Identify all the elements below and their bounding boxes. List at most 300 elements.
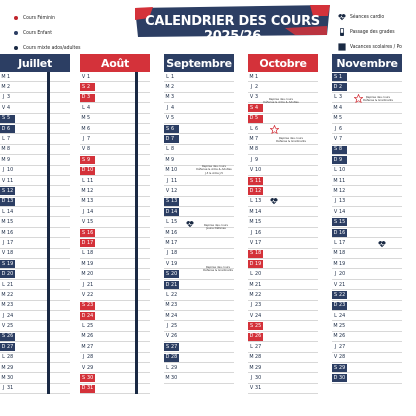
day-of-week: M <box>249 291 254 298</box>
day-row[interactable] <box>332 82 402 92</box>
day-row[interactable] <box>0 134 70 144</box>
day-of-week: M <box>81 343 86 350</box>
day-row[interactable] <box>164 353 234 363</box>
day-number: 28 <box>339 354 346 361</box>
day-of-week: M <box>249 364 254 371</box>
day-row[interactable] <box>0 353 70 363</box>
day-number: 9 <box>255 156 259 163</box>
day-number: 11 <box>87 177 94 184</box>
day-number: 20 <box>7 271 14 278</box>
day-of-week: S <box>81 229 86 236</box>
day-of-week: L <box>166 291 169 298</box>
day-number: 19 <box>339 260 346 267</box>
day-row[interactable] <box>0 259 70 269</box>
dark-dot-icon <box>14 46 18 50</box>
day-of-week: M <box>165 167 170 174</box>
day-of-week: D <box>81 167 86 174</box>
day-row[interactable] <box>80 290 150 300</box>
day-row[interactable] <box>248 332 318 342</box>
day-of-week: V <box>1 177 6 184</box>
day-of-week: D <box>165 136 170 143</box>
day-number: 17 <box>255 239 262 246</box>
day-row[interactable] <box>80 82 150 92</box>
day-number: 22 <box>171 291 178 298</box>
day-of-week: M <box>249 281 254 288</box>
day-row[interactable] <box>332 186 402 196</box>
day-row[interactable] <box>0 228 70 238</box>
day-row[interactable] <box>332 332 402 342</box>
day-row[interactable] <box>164 301 234 311</box>
day-row[interactable] <box>0 93 70 103</box>
day-row[interactable] <box>80 103 150 113</box>
day-row[interactable] <box>80 363 150 373</box>
day-row[interactable] <box>0 290 70 300</box>
day-number: 12 <box>87 187 94 194</box>
day-number: 27 <box>339 343 346 350</box>
day-of-week: D <box>333 156 338 163</box>
day-row[interactable] <box>0 363 70 373</box>
day-number: 2 <box>339 84 343 91</box>
day-of-week: L <box>334 94 337 101</box>
day-row[interactable] <box>332 353 402 363</box>
day-row[interactable] <box>80 373 150 383</box>
day-of-week: L <box>334 312 337 319</box>
day-number: 18 <box>171 250 178 257</box>
day-of-week: M <box>165 156 170 163</box>
day-row[interactable] <box>80 228 150 238</box>
day-row[interactable] <box>248 311 318 321</box>
day-row[interactable] <box>80 207 150 217</box>
day-row[interactable] <box>164 103 234 113</box>
day-number: 30 <box>255 375 262 382</box>
day-row[interactable] <box>164 207 234 217</box>
day-of-week: M <box>249 136 254 143</box>
day-number: 1 <box>339 73 343 80</box>
day-row[interactable] <box>164 72 234 82</box>
day-row[interactable] <box>80 301 150 311</box>
day-number: 12 <box>255 187 262 194</box>
day-number: 19 <box>171 260 178 267</box>
day-of-week: M <box>249 354 254 361</box>
day-of-week: S <box>1 333 6 340</box>
day-of-week: S <box>249 250 254 257</box>
day-number: 5 <box>171 115 175 122</box>
day-of-week: J <box>2 385 5 392</box>
day-row[interactable] <box>0 82 70 92</box>
day-number: 22 <box>87 291 94 298</box>
day-row[interactable] <box>332 176 402 186</box>
day-number: 18 <box>7 250 14 257</box>
day-number: 6 <box>339 125 343 132</box>
month-header: Novembre <box>332 54 402 72</box>
day-number: 24 <box>339 312 346 319</box>
day-row[interactable] <box>80 155 150 165</box>
day-row[interactable] <box>0 373 70 383</box>
day-row[interactable] <box>0 166 70 176</box>
day-row[interactable] <box>164 186 234 196</box>
day-of-week: J <box>166 250 169 257</box>
day-row[interactable] <box>332 166 402 176</box>
day-of-week: M <box>81 125 86 132</box>
day-number: 16 <box>7 229 14 236</box>
day-row[interactable] <box>164 342 234 352</box>
day-number: 7 <box>87 136 91 143</box>
day-number: 20 <box>339 271 346 278</box>
day-row[interactable] <box>164 332 234 342</box>
day-row[interactable] <box>0 332 70 342</box>
day-of-week: M <box>81 115 86 122</box>
day-number: 21 <box>87 281 94 288</box>
day-number: 8 <box>171 146 175 153</box>
day-row[interactable] <box>248 280 318 290</box>
day-of-week: S <box>249 323 254 330</box>
day-row[interactable] <box>332 290 402 300</box>
day-row[interactable] <box>248 342 318 352</box>
day-of-week: D <box>81 385 86 392</box>
day-row[interactable] <box>0 155 70 165</box>
day-row[interactable] <box>248 384 318 394</box>
day-row[interactable] <box>80 311 150 321</box>
day-number: 8 <box>255 146 259 153</box>
day-row[interactable] <box>0 301 70 311</box>
day-row[interactable] <box>0 207 70 217</box>
day-of-week: J <box>334 198 337 205</box>
day-of-week: V <box>249 167 254 174</box>
day-of-week: V <box>81 73 86 80</box>
star-icon <box>354 94 363 103</box>
course-note: Reprise des cours Défense & Ados & Adultes J-3 & Ados J-5 <box>196 164 232 175</box>
day-of-week: L <box>2 136 5 143</box>
day-number: 17 <box>171 239 178 246</box>
day-of-week: S <box>1 187 6 194</box>
day-row[interactable] <box>248 238 318 248</box>
day-of-week: L <box>166 219 169 226</box>
day-row[interactable] <box>248 207 318 217</box>
day-number: 5 <box>339 115 343 122</box>
day-row[interactable] <box>80 186 150 196</box>
day-row[interactable] <box>80 384 150 394</box>
day-of-week: J <box>250 375 253 382</box>
day-row[interactable] <box>80 353 150 363</box>
day-row[interactable] <box>164 373 234 383</box>
day-row[interactable] <box>0 311 70 321</box>
day-number: 28 <box>255 354 262 361</box>
day-number: 31 <box>87 385 94 392</box>
day-row[interactable] <box>164 290 234 300</box>
day-row[interactable] <box>332 155 402 165</box>
day-row[interactable] <box>0 321 70 331</box>
day-number: 4 <box>7 104 11 111</box>
day-row[interactable] <box>0 124 70 134</box>
day-row[interactable] <box>332 207 402 217</box>
day-number: 26 <box>171 333 178 340</box>
day-row[interactable] <box>164 197 234 207</box>
day-of-week: M <box>249 73 254 80</box>
day-row[interactable] <box>80 114 150 124</box>
day-row[interactable] <box>0 72 70 82</box>
day-row[interactable] <box>332 103 402 113</box>
day-row[interactable] <box>0 103 70 113</box>
day-of-week: D <box>249 333 254 340</box>
day-of-week: J <box>2 312 5 319</box>
day-of-week: M <box>165 229 170 236</box>
day-number: 14 <box>339 208 346 215</box>
heart-monitor-icon <box>338 13 346 21</box>
day-row[interactable] <box>80 72 150 82</box>
day-of-week: S <box>165 343 170 350</box>
day-row[interactable] <box>332 249 402 259</box>
day-row[interactable] <box>80 124 150 134</box>
day-of-week: V <box>1 323 6 330</box>
day-number: 30 <box>87 375 94 382</box>
day-row[interactable] <box>248 353 318 363</box>
day-row[interactable] <box>248 72 318 82</box>
day-row[interactable] <box>0 238 70 248</box>
day-of-week: M <box>333 323 338 330</box>
day-row[interactable] <box>164 321 234 331</box>
day-of-week: S <box>333 364 338 371</box>
day-of-week: J <box>2 167 5 174</box>
day-number: 18 <box>87 250 94 257</box>
day-of-week: V <box>1 104 6 111</box>
day-of-week: J <box>166 177 169 184</box>
day-row[interactable] <box>80 197 150 207</box>
day-number: 31 <box>7 385 14 392</box>
day-row[interactable] <box>332 134 402 144</box>
navy-dot-icon <box>14 31 18 35</box>
month-column-3 <box>248 54 318 394</box>
day-row[interactable] <box>80 332 150 342</box>
day-row[interactable] <box>248 124 318 134</box>
day-row[interactable] <box>164 238 234 248</box>
day-number: 13 <box>339 198 346 205</box>
day-row[interactable] <box>332 72 402 82</box>
day-row[interactable] <box>248 363 318 373</box>
day-of-week: S <box>249 104 254 111</box>
day-row[interactable] <box>164 249 234 259</box>
day-row[interactable] <box>332 311 402 321</box>
day-row[interactable] <box>0 269 70 279</box>
day-row[interactable] <box>332 217 402 227</box>
day-row[interactable] <box>80 249 150 259</box>
day-number: 22 <box>7 291 14 298</box>
day-of-week: S <box>165 198 170 205</box>
day-row[interactable] <box>164 134 234 144</box>
day-of-week: M <box>1 73 6 80</box>
day-number: 10 <box>7 167 14 174</box>
day-row[interactable] <box>80 166 150 176</box>
day-row[interactable] <box>332 238 402 248</box>
day-of-week: V <box>81 146 86 153</box>
day-number: 6 <box>87 125 91 132</box>
day-of-week: V <box>333 354 338 361</box>
day-row[interactable] <box>0 114 70 124</box>
day-row[interactable] <box>0 186 70 196</box>
day-row[interactable] <box>332 342 402 352</box>
day-row[interactable] <box>164 363 234 373</box>
day-of-week: D <box>249 187 254 194</box>
day-of-week: M <box>165 94 170 101</box>
day-number: 1 <box>87 73 91 80</box>
day-of-week: J <box>250 156 253 163</box>
month-column-2 <box>164 54 234 384</box>
day-row[interactable] <box>0 384 70 394</box>
day-number: 16 <box>339 229 346 236</box>
month-column-4 <box>332 54 402 384</box>
day-row[interactable] <box>332 145 402 155</box>
day-row[interactable] <box>164 114 234 124</box>
day-number: 10 <box>339 167 346 174</box>
day-of-week: V <box>333 208 338 215</box>
day-row[interactable] <box>0 176 70 186</box>
day-row[interactable] <box>80 238 150 248</box>
day-of-week: J <box>250 84 253 91</box>
day-row[interactable] <box>164 93 234 103</box>
day-row[interactable] <box>248 373 318 383</box>
day-row[interactable] <box>80 321 150 331</box>
day-number: 29 <box>87 364 94 371</box>
day-row[interactable] <box>0 342 70 352</box>
day-of-week: M <box>81 198 86 205</box>
day-number: 7 <box>255 136 259 143</box>
day-row[interactable] <box>332 363 402 373</box>
day-number: 15 <box>339 219 346 226</box>
day-number: 26 <box>87 333 94 340</box>
day-number: 16 <box>171 229 178 236</box>
day-row[interactable] <box>332 321 402 331</box>
day-number: 24 <box>7 312 14 319</box>
day-row[interactable] <box>248 249 318 259</box>
day-row[interactable] <box>164 311 234 321</box>
day-of-week: M <box>1 291 6 298</box>
day-of-week: D <box>249 260 254 267</box>
day-row[interactable] <box>332 280 402 290</box>
day-row[interactable] <box>80 280 150 290</box>
day-row[interactable] <box>164 124 234 134</box>
day-number: 20 <box>87 271 94 278</box>
day-row[interactable] <box>164 82 234 92</box>
day-of-week: V <box>81 291 86 298</box>
day-row[interactable] <box>248 82 318 92</box>
day-of-week: M <box>333 177 338 184</box>
vacation-bar <box>47 72 50 394</box>
heart-monitor-icon <box>270 197 278 205</box>
day-row[interactable] <box>332 228 402 238</box>
day-row[interactable] <box>80 134 150 144</box>
page-title: CALENDRIER DES COURS 2025/26 <box>145 14 320 44</box>
day-row[interactable] <box>248 217 318 227</box>
day-row[interactable] <box>0 249 70 259</box>
day-row[interactable] <box>332 114 402 124</box>
day-row[interactable] <box>80 342 150 352</box>
day-of-week: L <box>334 167 337 174</box>
day-row[interactable] <box>80 269 150 279</box>
day-number: 29 <box>171 364 178 371</box>
day-row[interactable] <box>332 259 402 269</box>
day-row[interactable] <box>248 321 318 331</box>
day-row[interactable] <box>80 217 150 227</box>
month-column-0 <box>0 54 70 394</box>
day-row[interactable] <box>80 145 150 155</box>
day-row[interactable] <box>248 145 318 155</box>
day-row[interactable] <box>0 197 70 207</box>
day-number: 24 <box>255 312 262 319</box>
day-row[interactable] <box>332 301 402 311</box>
day-number: 28 <box>171 354 178 361</box>
day-number: 15 <box>255 219 262 226</box>
day-row[interactable] <box>248 186 318 196</box>
day-row[interactable] <box>164 280 234 290</box>
month-header: Septembre <box>164 54 234 72</box>
day-of-week: M <box>333 260 338 267</box>
day-row[interactable] <box>80 259 150 269</box>
day-of-week: D <box>165 208 170 215</box>
day-row[interactable] <box>248 114 318 124</box>
month-header: Octobre <box>248 54 318 72</box>
day-of-week: L <box>82 250 85 257</box>
day-row[interactable] <box>164 145 234 155</box>
day-row[interactable] <box>332 373 402 383</box>
day-number: 12 <box>7 187 14 194</box>
day-row[interactable] <box>248 155 318 165</box>
day-of-week: V <box>1 250 6 257</box>
day-row[interactable] <box>332 197 402 207</box>
day-row[interactable] <box>248 301 318 311</box>
day-of-week: D <box>249 115 254 122</box>
day-row[interactable] <box>248 197 318 207</box>
day-number: 21 <box>255 281 262 288</box>
day-of-week: L <box>250 125 253 132</box>
day-of-week: J <box>2 94 5 101</box>
day-of-week: L <box>166 73 169 80</box>
day-row[interactable] <box>80 93 150 103</box>
day-number: 21 <box>339 281 346 288</box>
day-of-week: J <box>250 229 253 236</box>
day-of-week: M <box>1 302 6 309</box>
day-row[interactable] <box>80 176 150 186</box>
day-row[interactable] <box>248 269 318 279</box>
day-row[interactable] <box>164 176 234 186</box>
day-of-week: S <box>81 156 86 163</box>
day-of-week: S <box>81 84 86 91</box>
day-row[interactable] <box>0 217 70 227</box>
day-number: 14 <box>7 208 14 215</box>
month-header: Juillet <box>0 54 70 72</box>
day-row[interactable] <box>248 259 318 269</box>
day-number: 12 <box>339 187 346 194</box>
day-number: 2 <box>87 84 91 91</box>
day-row[interactable] <box>248 290 318 300</box>
day-number: 9 <box>171 156 175 163</box>
day-row[interactable] <box>248 166 318 176</box>
day-number: 23 <box>339 302 346 309</box>
day-row[interactable] <box>0 280 70 290</box>
day-row[interactable] <box>332 124 402 134</box>
day-row[interactable] <box>332 269 402 279</box>
day-number: 14 <box>171 208 178 215</box>
day-of-week: D <box>1 271 6 278</box>
course-note: Reprise des cours Défense & Gradinants <box>276 136 306 144</box>
day-of-week: J <box>82 281 85 288</box>
day-row[interactable] <box>248 228 318 238</box>
day-of-week: M <box>333 187 338 194</box>
day-row[interactable] <box>248 176 318 186</box>
day-row[interactable] <box>0 145 70 155</box>
day-number: 17 <box>87 239 94 246</box>
day-of-week: V <box>165 260 170 267</box>
day-number: 16 <box>87 229 94 236</box>
day-number: 1 <box>255 73 259 80</box>
